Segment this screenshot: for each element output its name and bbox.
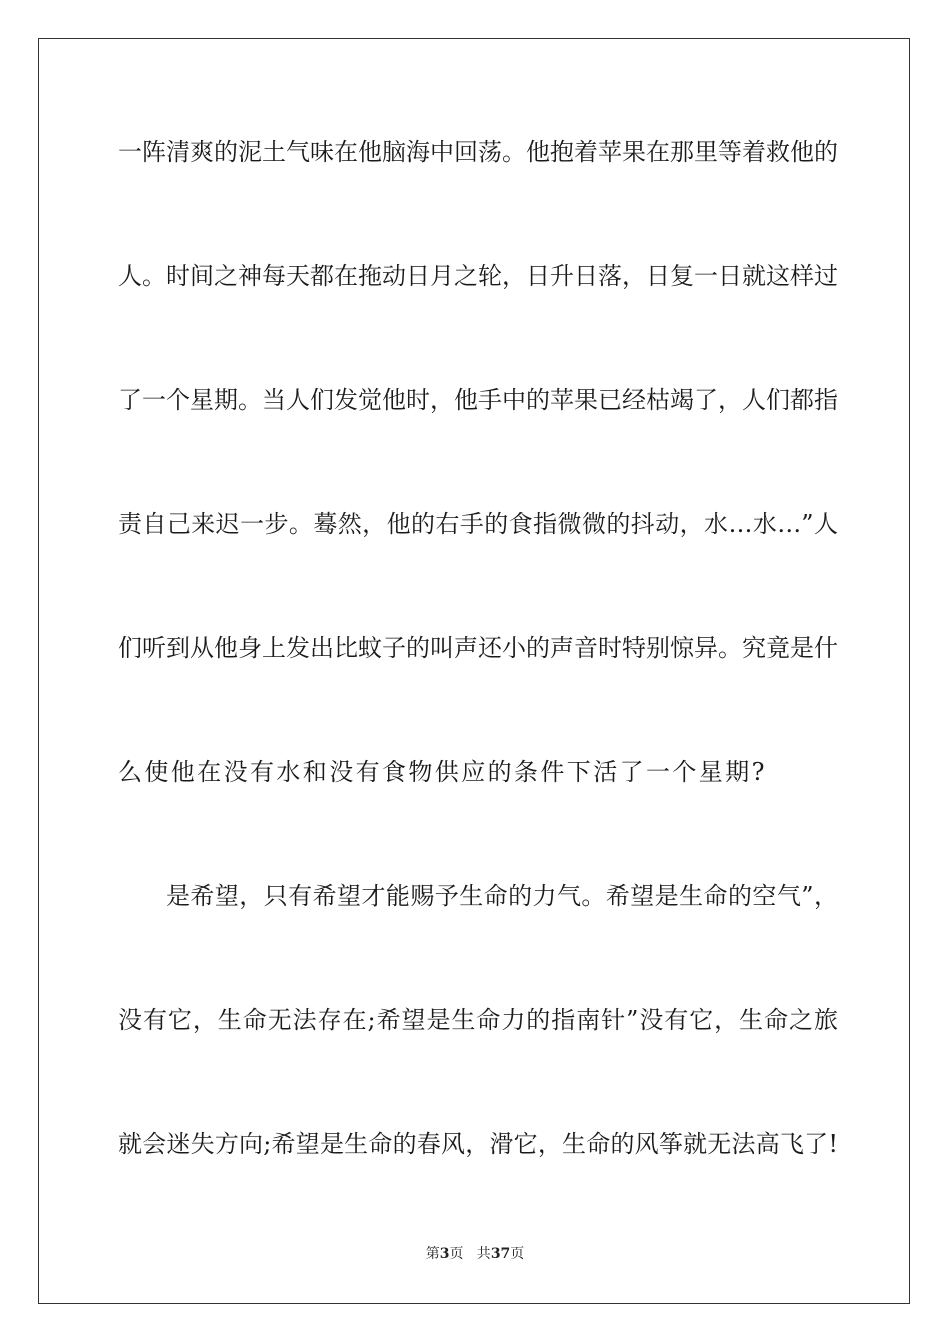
footer-suffix: 页	[510, 1246, 525, 1262]
text-line: 们听到从他身上发出比蚊子的叫声还小的声音时特别惊异。究竟是什	[118, 634, 838, 662]
footer-prefix: 第	[425, 1246, 440, 1262]
text-line: 了一个星期。当人们发觉他时，他手中的苹果已经枯竭了，人们都指	[118, 386, 838, 414]
total-pages-number: 37	[490, 1246, 511, 1262]
text-line: 一阵清爽的泥土气味在他脑海中回荡。他抱着苹果在那里等着救他的	[118, 138, 838, 166]
paragraph-first-line: 是希望，只有希望才能赐予生命的力气。希望是生命的空气”，	[166, 882, 838, 910]
text-line: 没有它，生命无法存在;希望是生命力的指南针”没有它，生命之旅	[118, 1006, 838, 1034]
page-footer	[0, 1245, 950, 1263]
current-page-number: 3	[439, 1246, 450, 1262]
footer-middle: 页 共	[449, 1246, 491, 1262]
text-line: 么使他在没有水和没有食物供应的条件下活了一个星期?	[118, 758, 767, 786]
page-border	[38, 38, 910, 1304]
text-line: 责自己来迟一步。蓦然，他的右手的食指微微的抖动，水…水…”人	[118, 510, 838, 538]
text-line: 就会迷失方向;希望是生命的春风，滑它，生命的风筝就无法高飞了!	[118, 1130, 838, 1158]
text-line: 人。时间之神每天都在拖动日月之轮，日升日落，日复一日就这样过	[118, 262, 838, 290]
